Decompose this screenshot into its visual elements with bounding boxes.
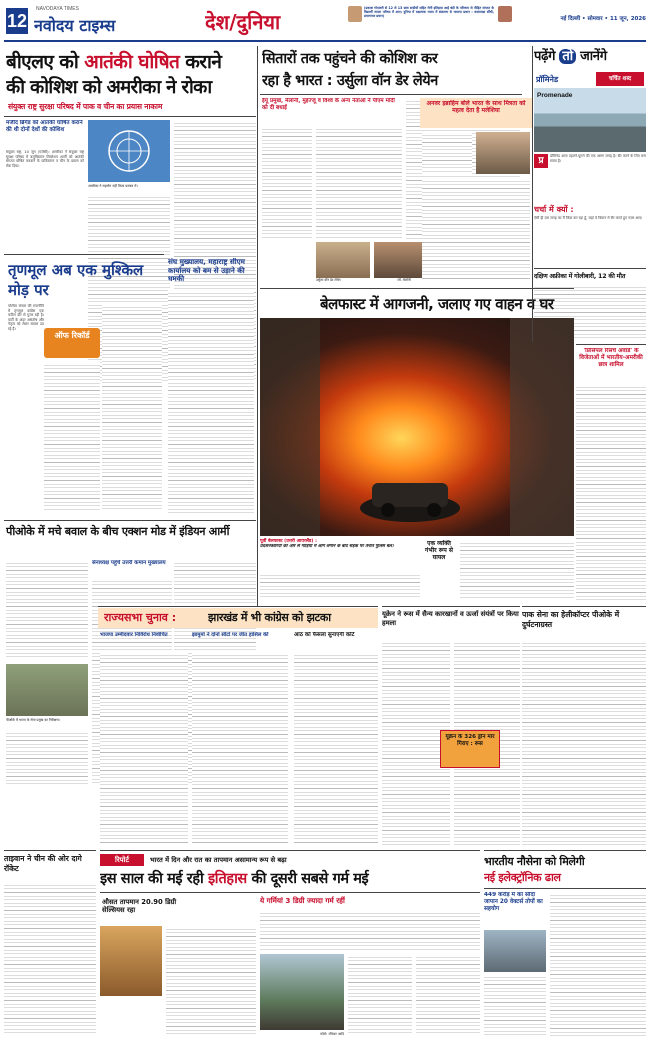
promenade-word: Promenade — [537, 92, 573, 99]
heat-body-1 — [166, 926, 256, 1036]
sangh-body — [168, 290, 254, 514]
rule — [4, 254, 164, 255]
heat-headline — [100, 868, 480, 890]
charcha-title: चर्चा में क्यों : — [534, 205, 574, 214]
sa-headline: दक्षिण अफ्रीका में गोलीबारी, 12 की मौत — [534, 273, 626, 280]
taiwan-body — [4, 882, 96, 1036]
jharkhand-body-3 — [294, 652, 378, 846]
un-photo-caption: अमरीका ने सहयोग नहीं किया प्रस्ताव में। — [88, 184, 138, 188]
ukraine-story — [382, 606, 520, 850]
padhenge-initial: प्र — [534, 154, 548, 168]
heat-hl-c: की दूसरी सबसे गर्म मई — [246, 871, 369, 887]
rule — [4, 850, 96, 851]
taiwan-story — [4, 850, 96, 1040]
heat-photo-caption: फोटो: रविवार आदि — [320, 1032, 344, 1036]
ursula-body-2 — [316, 126, 402, 240]
navy-body-1 — [484, 974, 546, 1036]
pok-body-1 — [6, 560, 88, 660]
rule — [260, 288, 574, 289]
heat-body-3 — [348, 954, 412, 1036]
promo-photo-2 — [498, 6, 512, 22]
belfast-story — [260, 288, 574, 604]
navy-headline-1: भारतीय नौसेना को मिलेगी — [484, 855, 585, 868]
anwar-body-1 — [422, 132, 472, 174]
rule — [576, 344, 646, 345]
padhenge-body — [534, 154, 646, 202]
anwar-body-2 — [422, 178, 530, 282]
bla-headline-2: की कोशिश को अमरीका ने रोका — [6, 77, 212, 98]
dateline: नई दिल्ली • सोमवार • 11 जून, 2026 — [560, 16, 646, 22]
bla-hl-part-b: आतंकी घोषित — [84, 51, 180, 73]
padhenge-box — [534, 46, 646, 266]
heat-tag: रिपोर्ट — [100, 854, 144, 866]
promo-photo — [348, 6, 362, 22]
jharkhand-body-2 — [192, 652, 288, 846]
helicopter-body — [522, 640, 646, 846]
padhenge-body-text: प्रॉमिनेड आज टहलने-घूमने की एक अलग जगह है। सैर करने के लिए बना रास्ता है। — [550, 154, 646, 163]
belfast-side-kicker: एक व्यक्ति गंभीर रूप से घायल — [425, 540, 453, 562]
promo-text: (प्रकाश गोदावरी से 12 से 13 छात्र स्टडीयों सहित रोगी इतिहास आई बंडी के परिणाम से पीड़ित संगठन के विद्यार्थी जनता परिषद में आए। दुनिया में रक्षात्मक भारत में संक्रमण से भाजपा प्रधान : कलावाडा सौंधी, प्रयागराज प्रधान) — [364, 6, 494, 19]
jharkhand-kicker-3: आठ को फैसला सुनाएगी कोर्ट — [294, 632, 355, 638]
paper-tag: NAVODAYA TIMES — [36, 6, 79, 12]
tmc-story — [4, 254, 164, 519]
ursula-headline-2: रहा है भारत : उर्सुला वॉन डेर लेयेन — [262, 73, 438, 89]
navy-photo — [484, 930, 546, 972]
bla-subhead: संयुक्त राष्ट्र सुरक्षा परिषद में पाक व चीन का प्रयास नाकाम — [8, 102, 163, 111]
bla-hl-part-a: बीएलए को — [6, 51, 85, 73]
rule — [100, 850, 480, 851]
un-emblem-icon — [88, 120, 170, 182]
rule — [4, 116, 256, 117]
belfast-headline: बेलफास्ट में आगजनी, जलाए गए वाहन व घर — [320, 295, 554, 313]
rule — [484, 850, 646, 851]
helicopter-story — [522, 606, 646, 850]
belfast-body-2 — [260, 572, 420, 600]
padhenge-word-3: जानेंगे — [580, 49, 607, 64]
column-rule — [532, 46, 533, 342]
tmc-body-3 — [44, 362, 100, 510]
column-rule — [257, 46, 258, 606]
award-story — [576, 344, 646, 604]
heat-hl-b: इतिहास — [208, 871, 247, 887]
tmc-headline: तृणमूल अब एक मुश्किल मोड़ पर — [8, 261, 144, 299]
bla-hl-part-c: कराने — [179, 51, 222, 73]
anwar-story — [420, 98, 532, 286]
paper-name: नवोदय टाइम्स — [34, 16, 116, 35]
ukraine-headline: यूक्रेन ने रूस में सैन्य कारखानों व ऊर्जा संयंत्रों पर किया हमला — [382, 610, 519, 627]
heat-box-head: औसत तापमान 20.90 डिग्री सेल्सियस रहा — [102, 898, 177, 914]
ursula-headline-1: सितारों तक पहुंचने की कोशिश कर — [262, 51, 438, 67]
army-photo-caption: पीओके में भारत के सेना प्रमुख का निरीक्षण। — [6, 718, 61, 722]
promenade-photo — [534, 88, 646, 152]
heat-body-2 — [260, 910, 480, 950]
heat-story — [100, 850, 480, 1040]
burning-car-icon — [260, 318, 574, 536]
charcha-body: ऐसी ही उस जगह का मैं जिक्र कर रहा हूँ, जहां वे विमान में सैर करते हुए नज़र आए। — [534, 216, 643, 220]
rule — [522, 606, 646, 607]
padhenge-word-2: तो — [559, 49, 575, 64]
padhenge-sub-2: चर्चित शब्द — [596, 72, 644, 86]
navy-box-head: 449 करोड़ में का सौदा जापान 20 वेक्टर्स तोपों का सहयोग — [484, 892, 543, 912]
heat-hl-a: इस साल की मई रही — [100, 871, 209, 887]
rule — [98, 606, 378, 607]
pok-body-2 — [6, 730, 88, 784]
tmc-body-1: पश्चिम बंगाल की राजनीति में तृणमूल कांग्रेस एक कठिन दौर से गुजर रही है। पार्टी के अंदर असंतोष और नेतृत्व को लेकर सवाल उठ रहे हैं। — [8, 304, 44, 331]
jharkhand-headline: झारखंड में भी कांग्रेस को झटका — [208, 611, 331, 624]
belfast-caption — [260, 538, 420, 568]
rule — [4, 520, 256, 521]
jharkhand-kicker-1: भाजपा उम्मीदवार निर्विरोध निर्वाचित — [100, 632, 168, 638]
anwar-photo — [476, 132, 530, 174]
sangh-headline: संघ मुख्यालय, महाराष्ट्र सीएम कार्यालय को बम से उड़ाने की धमकी — [168, 258, 245, 284]
pok-kicker: सेनाध्यक्ष पहुंचे उत्तरी कमान मुख्यालय — [92, 560, 166, 566]
award-headline: 'प्रिंसिपल रिसर्च अवार्ड' के विजेताओं में भारतीय-अमरीकी छात्र शामिल — [579, 348, 643, 368]
meloni-caption: जॉ. मेलोनी — [397, 278, 411, 282]
bla-headline-1 — [6, 48, 256, 74]
padhenge-title — [534, 46, 646, 70]
heat-body-4 — [416, 954, 480, 1036]
helicopter-headline: पाक सेना का हेलीकॉप्टर पीओके में दुर्घटनाग्रस्त — [522, 610, 620, 629]
jharkhand-story — [98, 606, 378, 850]
belfast-photo — [260, 318, 574, 536]
sangh-story — [166, 254, 254, 519]
ukraine-box-title: यूक्रेन के 326 ड्रोन मार गिराए : रूस — [445, 734, 495, 747]
belfast-body — [460, 540, 574, 600]
section-title: देश/दुनिया — [205, 10, 281, 34]
ursula-body-1 — [262, 126, 312, 240]
padhenge-sub-1: प्रॉमिनेड — [536, 75, 559, 84]
ursula-caption: उर्सुला वॉन डेर लेयेन — [316, 278, 341, 282]
jharkhand-body-1 — [100, 652, 188, 846]
padhenge-word-1: पढ़ेंगे — [534, 49, 556, 64]
rule — [260, 94, 522, 95]
navy-story — [484, 850, 646, 1040]
taiwan-headline: ताइवान ने चीन की ओर दागे रॉकेट — [4, 854, 82, 873]
rule — [484, 888, 646, 889]
heat-photo-small — [100, 926, 162, 996]
rule — [100, 892, 480, 893]
masthead-rule — [4, 40, 646, 42]
un-logo-photo — [88, 120, 170, 182]
page-number: 12 — [6, 8, 28, 34]
anwar-headline: अनवर इब्राहिम बोले भारत के साथ मित्रता को महत्व देता है मलेशिया — [426, 100, 526, 114]
off-record-badge: ऑफ रिकॉर्ड — [44, 328, 100, 358]
jharkhand-banner: राज्यसभा चुनाव : — [104, 611, 177, 624]
bla-body-1: संयुक्त राष्ट्र, 10 जून (एजेंसी): अमरीका ने संयुक्त राष्ट्र सुरक्षा परिषद में बलूचिस्तान लिबरेशन आर्मी को आतंकी संगठन घोषित करवाने के पाकिस्तान व चीन के प्रयास को रोक दिया। — [6, 150, 84, 168]
rule — [534, 268, 646, 269]
pok-headline: पीओके में मचे बवाल के बीच एक्शन मोड में इंडियन आर्मी — [6, 525, 230, 538]
tmc-body-2 — [102, 304, 162, 510]
ursula-photo — [316, 242, 370, 278]
army-photo — [6, 664, 88, 716]
heat-photo-large — [260, 954, 344, 1030]
belfast-caption-body: प्रदर्शनकारियों की ओर से गाड़ियों में आग लगाने के बाद सड़क पर तैनात पुलिस बल। — [260, 544, 394, 549]
heat-kicker: भारत में दिन और रात का तापमान असामान्य रूप से बढ़ा — [150, 856, 287, 864]
belfast-caption-title: पूर्वी बेलफास्ट (उत्तरी आयरलैंड) : — [260, 539, 317, 544]
heat-sub-headline: ये गर्मियां 3 डिग्री ज्यादा गर्म रहीं — [260, 896, 345, 905]
rule — [382, 606, 520, 607]
jharkhand-kicker-2: झामुमो ने दोनों सीटों पर जीत हासिल की — [192, 632, 269, 638]
ursula-kicker: ईयू प्रमुख, मेलोनी, मुइज्जू व विश्व के अन्य नेताओं ने पीएम मोदी को दी बधाई — [262, 98, 395, 111]
navy-body-2 — [550, 892, 646, 1036]
bla-side-kicker: मजीद ब्रिगेड को आतंकी घोषित कराने की थी दोनों देशों की कोशिश — [6, 120, 83, 133]
award-body — [576, 384, 646, 602]
masthead — [0, 0, 650, 44]
navy-headline-2: नई इलेक्ट्रॉनिक ढाल — [484, 871, 561, 884]
